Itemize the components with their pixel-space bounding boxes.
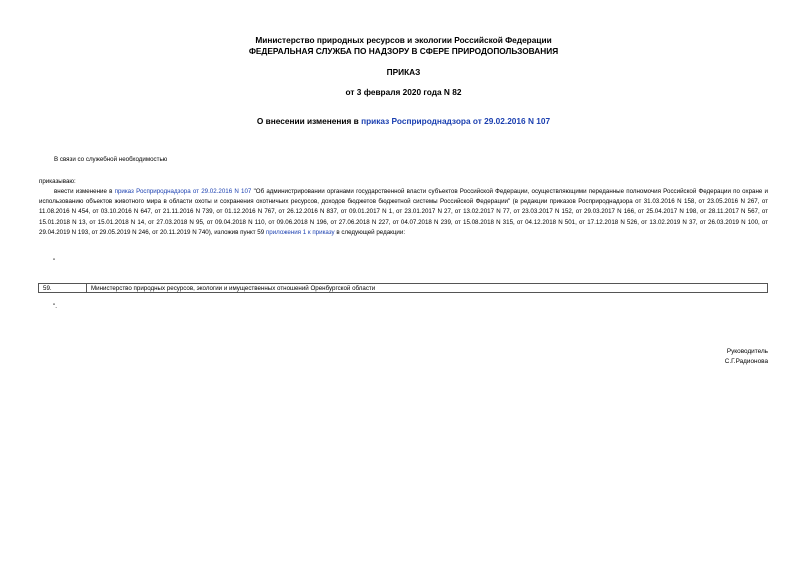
- title-order-link[interactable]: приказ Росприроднадзора от 29.02.2016 N 107: [361, 116, 551, 126]
- document-title: [0, 116, 807, 127]
- body-text-part-3: в следующей редакции:: [334, 228, 406, 236]
- order-body-paragraph: [39, 187, 768, 238]
- document-date-number: от 3 февраля 2020 года N 82: [345, 87, 462, 97]
- document-type: ПРИКАЗ: [386, 67, 421, 77]
- signature-name: С.Г.Радионова: [724, 358, 768, 365]
- body-text-part-1: внести изменение в: [54, 188, 115, 195]
- title-prefix: О внесении изменения в: [256, 116, 362, 126]
- service-name: ФЕДЕРАЛЬНАЯ СЛУЖБА ПО НАДЗОРУ В СФЕРЕ ПРИРОДОПОЛЬЗОВАНИЯ: [248, 46, 559, 56]
- table-cell-number: 59.: [39, 284, 87, 292]
- amendment-table-row: [38, 283, 768, 293]
- ministry-name: Министерство природных ресурсов и экологии Российской Федерации: [255, 35, 552, 45]
- order-word: приказываю:: [39, 178, 76, 185]
- quote-open: ": [53, 258, 56, 265]
- signature-position: Руководитель: [726, 348, 768, 355]
- body-text-part-2: "Об администрировании органами государственной власти субъектов Российской Федерации, осуществляющими переданные полномочия Российской Федерации по охране и использованию объектов животного мира в области охоты и сохранения охотничьих ресурсов, доходов бюджетов бюджетной системы Российской Федерации" (в редакции приказов Росприроднадзора от 31.03.2016 N 158, от 23.05.2016 N 267, от 11.08.2016 N 454, от 03.10.2016 N 647, от 21.11.2016 N 739, от 01.12.2016 N 767, от 26.12.2016 N 837, от 09.01.2017 N 1, от 23.01.2017 N 27, от 13.02.2017 N 77, от 23.03.2017 N 152, от 29.03.2017 N 166, от 25.04.2017 N 198, от 28.11.2017 N 567, от 15.01.2018 N 13, от 15.01.2018 N 14, от 27.03.2018 N 95, от 09.04.2018 N 110, от 09.06.2018 N 196, от 27.06.2018 N 227, от 04.07.2018 N 239, от 15.08.2018 N 315, от 04.12.2018 N 501, от 17.12.2018 N 526, от 13.02.2019 N 37, от 26.03.2019 N 100, от 29.04.2019 N 193, от 29.05.2019 N 246, от 20.11.2019 N 740), изложив пункт 59: [39, 188, 768, 236]
- table-cell-authority: Министерство природных ресурсов, экологии и имущественных отношений Оренбургской области: [91, 285, 376, 292]
- quote-close: ".: [53, 303, 57, 310]
- body-order-link[interactable]: приказ Росприроднадзора от 29.02.2016 N 107: [114, 188, 252, 195]
- intro-text: В связи со служебной необходимостью: [54, 156, 168, 163]
- appendix-link[interactable]: приложения 1 к приказу: [265, 228, 335, 236]
